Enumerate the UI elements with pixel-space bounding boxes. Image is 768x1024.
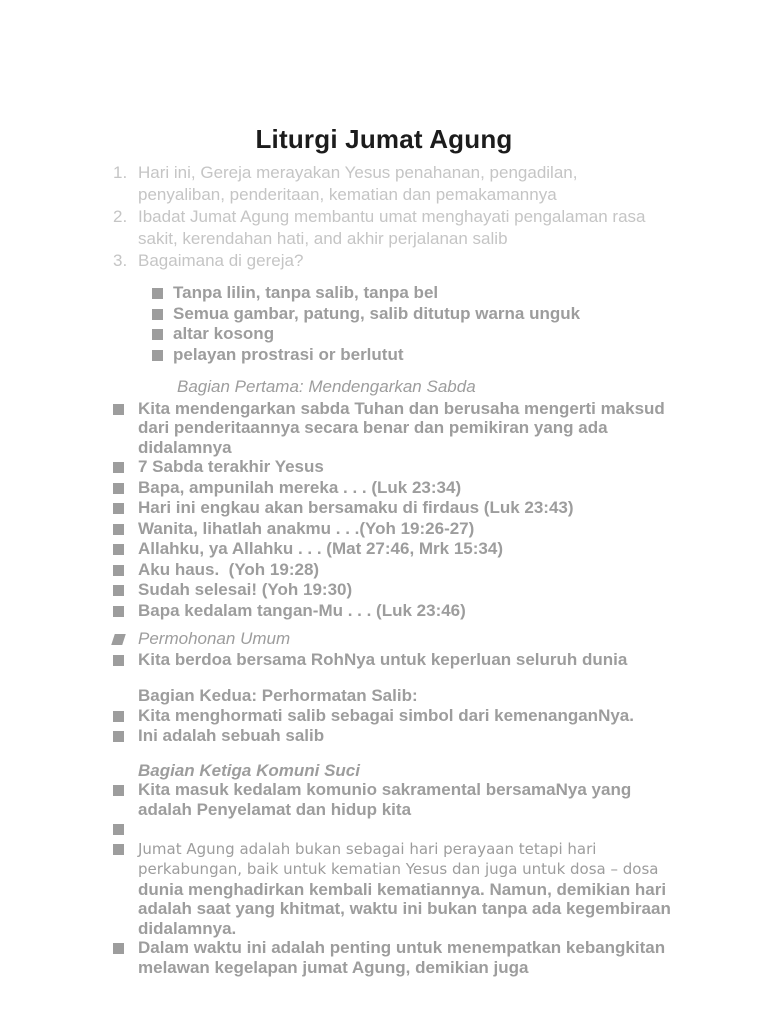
bullet-square-icon — [113, 585, 124, 596]
bullet-square-icon — [113, 711, 124, 722]
bullet-square-icon — [152, 309, 163, 320]
section-heading-part1: Bagian Pertama: Mendengarkan Sabda — [177, 377, 476, 396]
closing-bullet-item — [113, 938, 669, 977]
intercession-block — [113, 629, 669, 670]
bullet-square-icon — [113, 943, 124, 954]
intercession-heading: Permohonan Umum — [138, 629, 291, 648]
list-item — [113, 539, 669, 560]
bullet-text: 7 Sabda terakhir Yesus — [138, 457, 324, 476]
list-item — [113, 478, 669, 499]
bullet-text: Ini adalah sebuah salib — [138, 726, 325, 745]
mixed-note-item — [113, 839, 676, 939]
intro-item — [113, 206, 669, 250]
bullet-square-icon — [113, 544, 124, 555]
bullet-square-icon — [113, 785, 124, 796]
page-title: Liturgi Jumat Agung — [255, 124, 513, 154]
italic-bullet-square-icon — [111, 634, 126, 645]
bullet-text: Bapa kedalam tangan-Mu . . . (Luk 23:46) — [138, 600, 466, 620]
bullet-text — [138, 839, 685, 939]
section-heading-part2: Bagian Kedua: Perhormatan Salib: — [138, 686, 418, 705]
bullet-square-icon — [113, 565, 124, 576]
list-item — [113, 560, 669, 581]
bullet-text: Bapa, ampunilah mereka . . . (Luk 23:34) — [138, 477, 462, 497]
bullet-text: Tanpa lilin, tanpa salib, tanpa bel — [173, 283, 439, 302]
bullet-square-icon — [113, 655, 124, 666]
bullet-square-icon — [113, 606, 124, 617]
part1-bullet-list — [113, 399, 669, 622]
bullet-square-icon — [113, 524, 124, 535]
intercession-heading-item — [113, 629, 669, 650]
list-item — [113, 650, 669, 671]
bullet-text: Wanita, lihatlah anakmu . . .(Yoh 19:26-27) — [138, 518, 475, 538]
list-item — [113, 580, 669, 601]
bullet-square-icon — [152, 288, 163, 299]
bullet-square-icon — [152, 329, 163, 340]
bullet-text: Dalam waktu ini adalah penting untuk menempatkan kebangkitan melawan kegelapan jumat Agung, demikian juga — [138, 938, 670, 977]
note-part1-text: Jumat Agung adalah bukan sebagai hari perayaan tetapi hari perkabungan, baik untuk kematian Yesus dan juga untuk dosa – dosa — [138, 839, 664, 878]
empty-bullet-item — [113, 819, 669, 839]
list-item — [152, 283, 669, 304]
bullet-square-icon — [113, 844, 124, 855]
intro-list — [113, 162, 669, 272]
part2-block — [113, 686, 669, 747]
bullet-square-icon — [113, 483, 124, 494]
intro-item-number: 2. — [113, 207, 128, 226]
bullet-text: Sudah selesai! (Yoh 19:30) — [138, 580, 353, 599]
list-item — [113, 519, 669, 540]
intro-item-text: Ibadat Jumat Agung membantu umat menghayati pengalaman rasa sakit, kerendahan hati, and akhir perjalanan salib — [138, 207, 651, 248]
intro-item-number: 3. — [113, 251, 128, 270]
church-notes-list — [113, 283, 669, 365]
intro-item-text: Bagaimana di gereja? — [138, 251, 304, 270]
part3-block — [113, 760, 676, 978]
list-item — [113, 399, 669, 458]
list-item — [113, 726, 669, 747]
intro-item-number: 1. — [113, 163, 128, 182]
bullet-square-icon — [113, 503, 124, 514]
list-item — [113, 498, 669, 519]
section-heading-part3: Bagian Ketiga Komuni Suci — [138, 760, 360, 780]
bullet-text: Allahku, ya Allahku . . . (Mat 27:46, Mrk 15:34) — [138, 539, 503, 558]
bullet-text: Kita masuk kedalam komunio sakramental bersamaNya yang adalah Penyelamat dan hidup kita — [138, 780, 636, 819]
bullet-square-icon — [113, 462, 124, 473]
intro-item — [113, 162, 669, 206]
slide-content — [113, 162, 676, 977]
list-item — [152, 345, 669, 366]
list-item — [113, 780, 669, 819]
list-item — [152, 324, 669, 345]
bullet-text: Kita mendengarkan sabda Tuhan dan berusaha mengerti maksud dari penderitaannya secara benar dan pemikiran yang ada didalamnya — [138, 398, 670, 457]
bullet-text: altar kosong — [173, 324, 275, 343]
bullet-text: Kita berdoa bersama RohNya untuk keperluan seluruh dunia — [138, 649, 628, 669]
intro-item-text: Hari ini, Gereja merayakan Yesus penahanan, pengadilan, penyaliban, penderitaan, kematian dan pemakamannya — [138, 163, 583, 204]
note-part2-text: dunia menghadirkan kembali kematiannya. Namun, demikian hari adalah saat yang khitmat, waktu ini bukan tanpa ada kegembiraan didalamnya. — [138, 879, 676, 938]
bullet-square-icon — [152, 350, 163, 361]
list-item — [152, 304, 669, 325]
bullet-text: Hari ini engkau akan bersamaku di firdaus (Luk 23:43) — [138, 498, 574, 517]
bullet-text: Kita menghormati salib sebagai simbol dari kemenanganNya. — [138, 705, 634, 725]
list-item — [113, 706, 669, 727]
bullet-text: Aku haus. (Yoh 19:28) — [138, 559, 320, 579]
bullet-square-icon — [113, 824, 124, 835]
list-item — [113, 457, 669, 478]
list-item — [113, 601, 669, 622]
bullet-square-icon — [113, 404, 124, 415]
intro-item — [113, 250, 669, 272]
bullet-text: Semua gambar, patung, salib ditutup warna unguk — [173, 303, 581, 323]
bullet-text: pelayan prostrasi or berlutut — [173, 344, 404, 364]
bullet-square-icon — [113, 731, 124, 742]
